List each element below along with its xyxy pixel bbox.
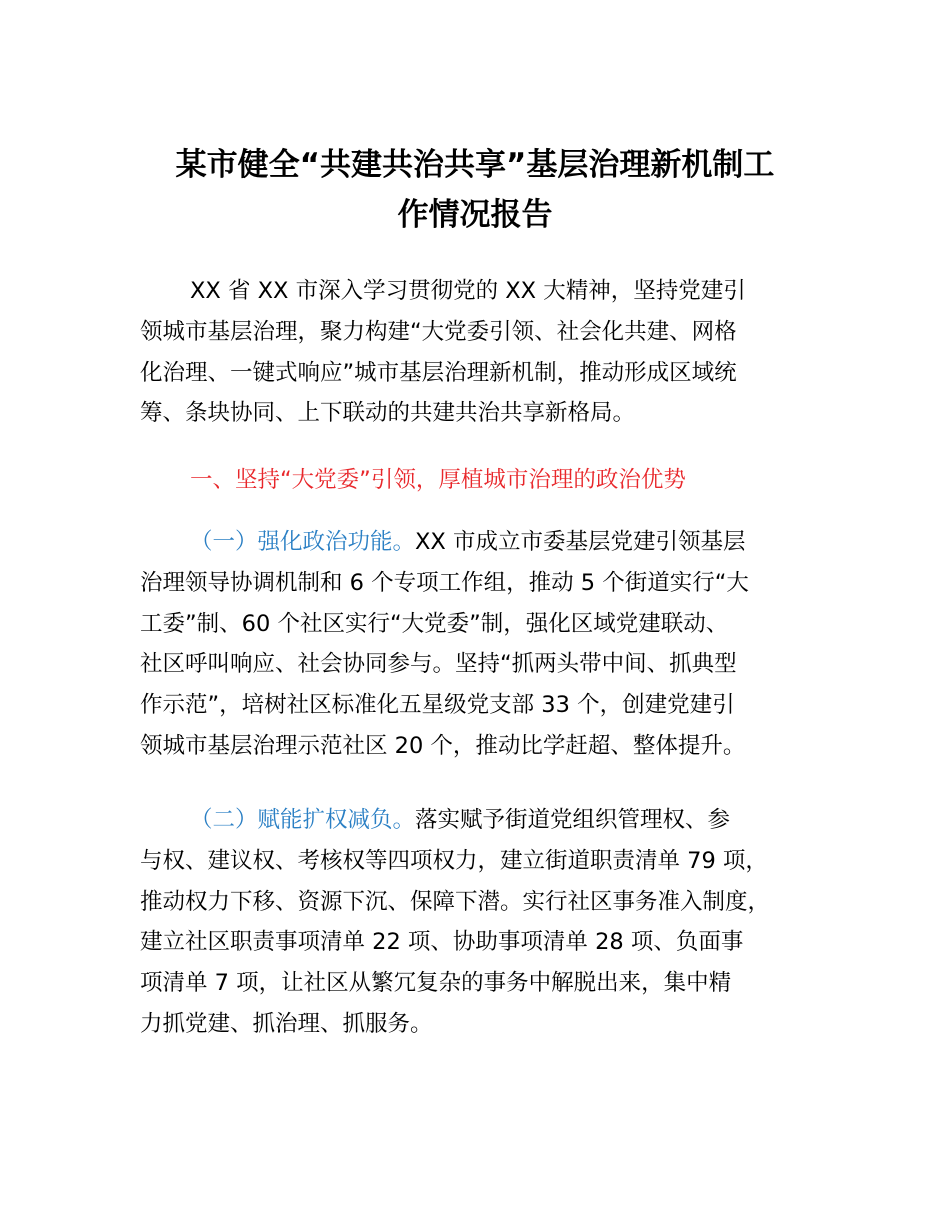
- subsection-1-line-6: 领城市基层治理示范社区 20 个，推动比学赶超、整体提升。: [140, 732, 746, 759]
- subsection-1-line-4: 社区呼叫响应、社会协同参与。坚持“抓两头带中间、抓典型: [140, 651, 737, 678]
- subsection-2-first-line: [140, 800, 840, 841]
- subsection-1-line-3: 工委”制、60 个社区实行“大党委”制，强化区域党建联动、: [140, 610, 729, 637]
- subsection-1-line-5: 作示范”，培树社区标准化五星级党支部 33 个，创建党建引: [140, 692, 735, 719]
- subsection-2-line-4: 建立社区职责事项清单 22 项、协助事项清单 28 项、负面事: [140, 929, 744, 956]
- subsection-2: [140, 800, 840, 1045]
- subsection-1-label: （一）强化政治功能。: [190, 529, 416, 555]
- subsection-1-line-2: 治理领导协调机制和 6 个专项工作组，推动 5 个街道实行“大: [140, 569, 749, 596]
- title-line-1: 某市健全“共建共治共享”基层治理新机制工: [175, 147, 775, 183]
- section-heading-1: 一、坚持“大党委”引领，厚植城市治理的政治优势: [190, 467, 686, 493]
- intro-paragraph: [140, 271, 840, 434]
- subsection-2-line-2: 与权、建议权、考核权等四项权力，建立街道职责清单 79 项，: [140, 847, 768, 874]
- intro-line-2: 领城市基层治理，聚力构建“大党委引领、社会化共建、网格: [140, 318, 737, 345]
- subsection-2-line-6: 力抓党建、抓治理、抓服务。: [140, 1010, 433, 1037]
- subsection-2-first-text: 落实赋予街道党组织管理权、参: [415, 807, 731, 833]
- subsection-2-line-3: 推动权力下移、资源下沉、保障下潜。实行社区事务准入制度，: [140, 888, 771, 915]
- subsection-1: [140, 522, 840, 767]
- subsection-1-first-text: XX 市成立市委基层党建引领基层: [415, 529, 746, 555]
- document-title: [130, 140, 820, 240]
- intro-line-1: XX 省 XX 市深入学习贯彻党的 XX 大精神，坚持党建引: [190, 278, 746, 304]
- title-line-2: 作情况报告: [397, 197, 553, 233]
- intro-line-4: 筹、条块协同、上下联动的共建共治共享新格局。: [140, 400, 636, 427]
- subsection-1-first-line: [140, 522, 840, 563]
- subsection-2-label: （二）赋能扩权减负。: [190, 807, 416, 833]
- intro-line-3: 化治理、一键式响应”城市基层治理新机制，推动形成区域统: [140, 359, 737, 386]
- subsection-2-line-5: 项清单 7 项，让社区从繁冗复杂的事务中解脱出来，集中精: [140, 970, 732, 997]
